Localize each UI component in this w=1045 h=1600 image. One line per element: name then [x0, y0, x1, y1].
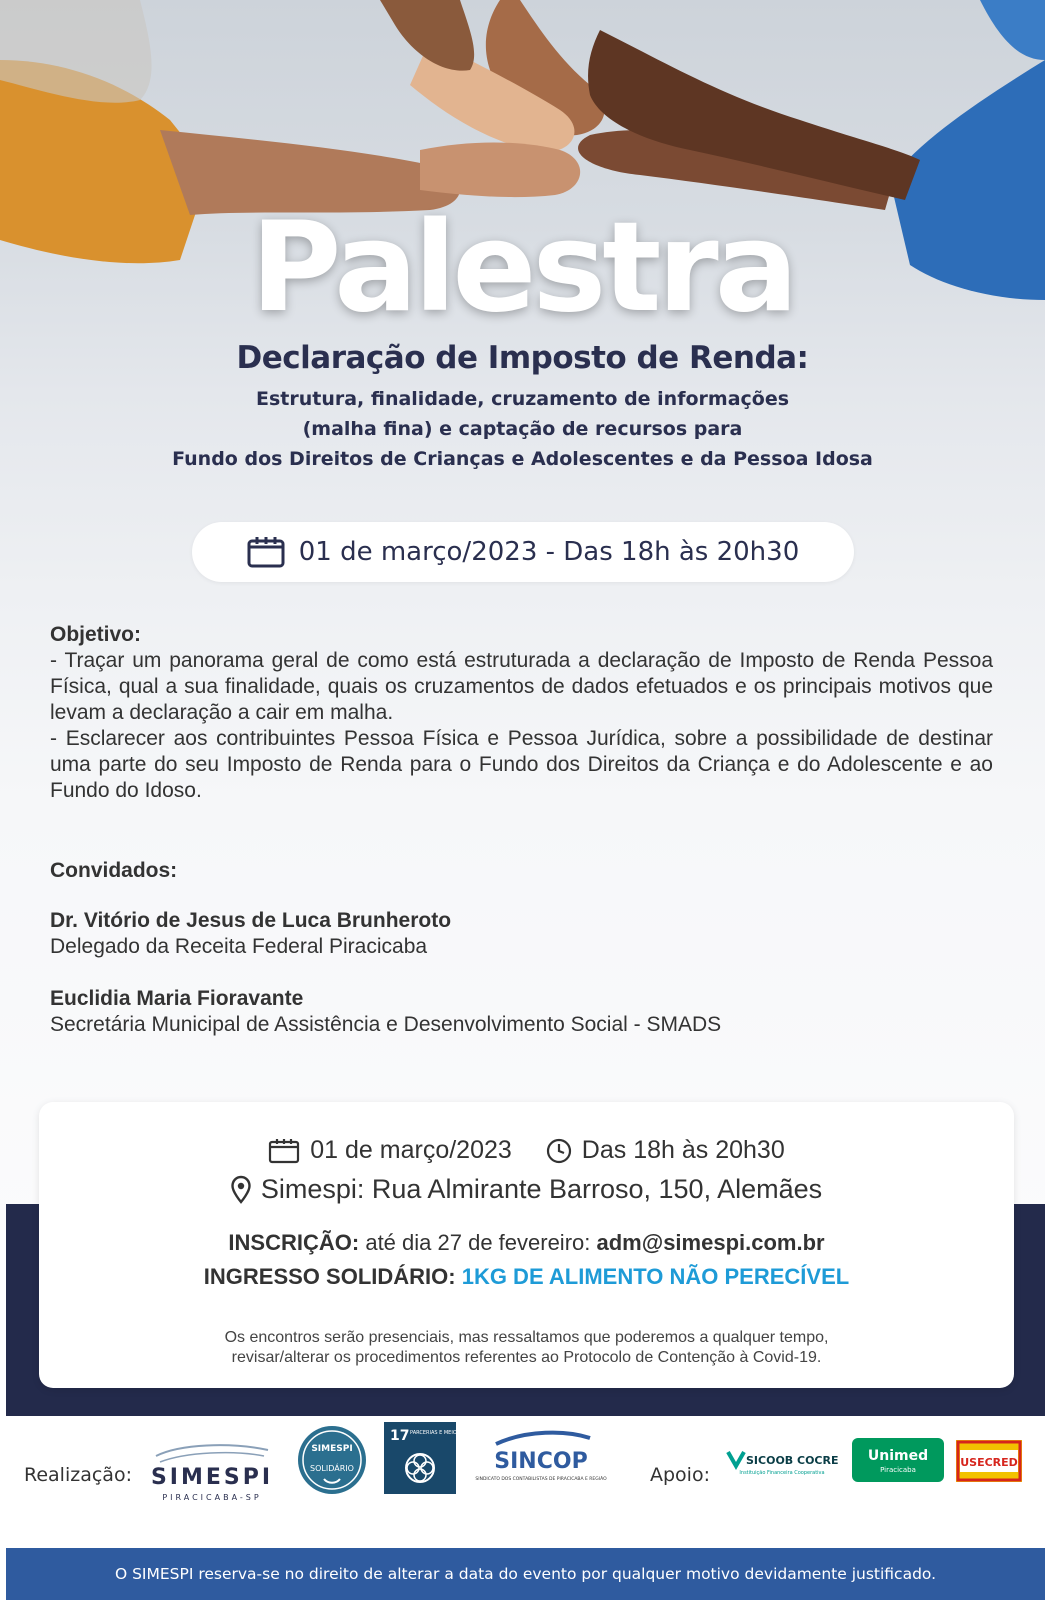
event-info-card — [39, 1102, 1014, 1388]
registration-row — [39, 1230, 1014, 1256]
simespi-logo-text: SIMESPI — [150, 1465, 274, 1490]
description-line: Fundo dos Direitos de Crianças e Adolescentes e da Pessoa Idosa — [172, 448, 873, 470]
location-row — [39, 1174, 1014, 1205]
location-pin-icon — [231, 1176, 251, 1204]
notice-line: revisar/alterar os procedimentos referentes ao Protocolo de Contenção à Covid-19. — [231, 1349, 822, 1366]
registration-email[interactable]: adm@simespi.com.br — [596, 1230, 825, 1255]
ods-17-logo — [384, 1422, 513, 1494]
footer-disclaimer: O SIMESPI reserva-se no direito de alterar a data do evento por qualquer motivo devidamente justificado. — [114, 1565, 937, 1583]
notice-line: Os encontros serão presenciais, mas ressaltamos que poderemos a qualquer tempo, — [224, 1329, 829, 1346]
usecred-text: USECRED — [960, 1456, 1018, 1469]
realizacao-label: Realização: — [24, 1464, 132, 1486]
guest-role: Secretária Municipal de Assistência e Desenvolvimento Social - SMADS — [50, 1013, 722, 1036]
sponsors-section — [0, 1416, 1045, 1548]
date-time-row — [39, 1136, 1014, 1165]
guests-heading: Convidados: — [50, 859, 178, 882]
ticket-value: 1KG DE ALIMENTO NÃO PERECÍVEL — [461, 1264, 850, 1289]
event-description — [0, 384, 1045, 474]
calendar-icon — [268, 1138, 300, 1164]
registration-label: INSCRIÇÃO: — [228, 1230, 360, 1255]
solidario-top-text: SIMESPI — [311, 1444, 353, 1454]
event-time: Das 18h às 20h30 — [581, 1136, 785, 1164]
sincop-logo — [475, 1428, 607, 1492]
calendar-icon — [247, 536, 285, 568]
event-title: Palestra — [250, 196, 795, 340]
sicoob-logo — [726, 1446, 838, 1482]
usecred-logo — [956, 1440, 1022, 1482]
date-pill — [192, 522, 854, 582]
sincop-text: SINCOP — [494, 1449, 588, 1474]
covid-notice — [39, 1328, 1014, 1368]
objective-paragraph: - Traçar um panorama geral de como está estruturada a declaração de Imposto de Renda Pessoa Física, qual a sua finalidade, quais os cruzamentos de dados efetuados e os principais motivos que levam a declaração a cair em malha. — [50, 649, 993, 724]
description-line: (malha fina) e captação de recursos para — [302, 418, 743, 440]
objective-heading: Objetivo: — [50, 623, 142, 646]
event-date: 01 de março/2023 — [310, 1136, 512, 1164]
description-line: Estrutura, finalidade, cruzamento de informações — [255, 388, 790, 410]
guest-name: Dr. Vitório de Jesus de Luca Brunheroto — [50, 909, 452, 932]
guest-name: Euclidia Maria Fioravante — [50, 987, 304, 1010]
event-location: Simespi: Rua Almirante Barroso, 150, Alemães — [260, 1174, 823, 1204]
date-pill-text: 01 de março/2023 - Das 18h às 20h30 — [298, 537, 800, 567]
clock-icon — [546, 1138, 572, 1164]
ticket-label: INGRESSO SOLIDÁRIO: — [203, 1264, 456, 1289]
footer-bar — [6, 1548, 1045, 1600]
guest-role: Delegado da Receita Federal Piracicaba — [50, 935, 428, 958]
ticket-row — [39, 1264, 1014, 1290]
unimed-text: Unimed — [867, 1448, 929, 1464]
sicoob-text: SICOOB COCRE — [746, 1454, 839, 1467]
ods-text: PARCERIAS E MEIOS DE IMPLEMENTAÇÃO — [410, 1430, 513, 1436]
objective-paragraph: - Esclarecer aos contribuintes Pessoa Física e Pessoa Jurídica, sobre a possibilidade de destinar uma parte do seu Imposto de Renda para o Fundo dos Direitos da Criança e do Adolescente e ao Fundo do Idoso. — [50, 727, 993, 802]
event-subtitle: Declaração de Imposto de Renda: — [236, 340, 809, 376]
solidario-bottom-text: SOLIDÁRIO — [310, 1464, 354, 1473]
unimed-sub: Piracicaba — [880, 1466, 916, 1474]
simespi-solidario-logo — [296, 1424, 368, 1496]
simespi-logo-sub: PIRACICABA-SP — [162, 1493, 262, 1502]
apoio-label: Apoio: — [650, 1464, 710, 1486]
registration-text: até dia 27 de fevereiro: — [365, 1230, 591, 1255]
sicoob-sub: Instituição Financeira Cooperativa — [739, 1470, 825, 1476]
ods-number: 17 — [390, 1428, 410, 1444]
unimed-logo — [852, 1438, 944, 1482]
simespi-logo — [150, 1436, 274, 1506]
sincop-sub: SINDICATO DOS CONTABILISTAS DE PIRACICABA E REGIÃO — [475, 1477, 607, 1482]
